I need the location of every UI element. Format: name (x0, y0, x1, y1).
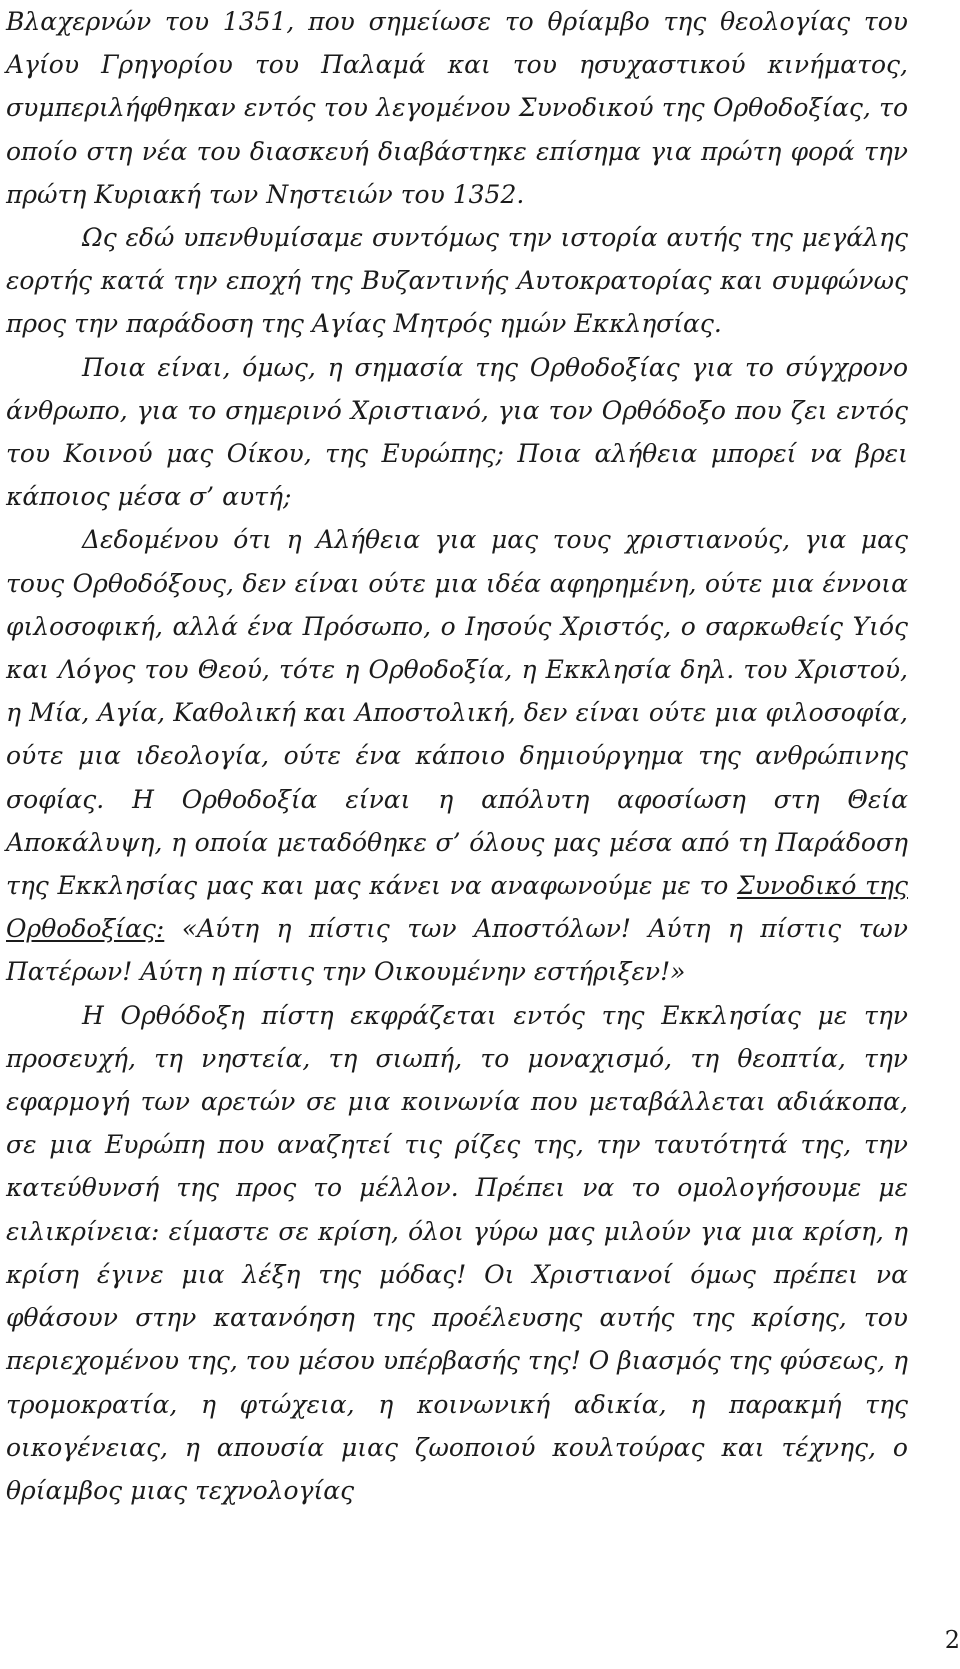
paragraph-5: Η Ορθόδοξη πίστη εκφράζεται εντός της Εκκλησίας με την προσευχή, τη νηστεία, τη σιωπή, το μοναχισμό, τη θεοπτία, την εφαρμογή των αρετών σε μια κοινωνία που μεταβάλλεται αδιάκοπα, σε μια Ευρώπη που αναζητεί τις ρίζες της, την ταυτότητά της, την κατεύθυνσή της προς το μέλλον. Πρέπει να το ομολογήσουμε με ειλικρίνεια: είμαστε σε κρίση, όλοι γύρω μας μιλούν για μια κρίση, η κρίση έγινε μια λέξη της μόδας! Οι Χριστιανοί όμως πρέπει να φθάσουν στην κατανόηση της προέλευσης αυτής της κρίσης, του περιεχομένου της, του μέσου υπέρβασής της! Ο βιασμός της φύσεως, η τρομοκρατία, η φτώχεια, η κοινωνική αδικία, η παρακμή της οικογένειας, η απουσία μιας ζωοποιού κουλτούρας και τέχνης, ο θρίαμβος μιας τεχνολογίας (6, 1000, 908, 1505)
paragraph-3: Ποια είναι, όμως, η σημασία της Ορθοδοξίας για το σύγχρονο άνθρωπο, για το σημερινό Χριστιανό, για τον Ορθόδοξο που ζει εντός του Κοινού μας Οίκου, της Ευρώπης; Ποια αλήθεια μπορεί να βρει κάποιος μέσα σ’ αυτή; (6, 352, 908, 512)
paragraph-4-underlined-title: Συνοδικό της Ορθοδοξίας: (6, 871, 908, 944)
paragraph-1: Βλαχερνών του 1351, που σημείωσε το θρίαμβο της θεολογίας του Αγίου Γρηγορίου του Παλαμά και του ησυχαστικού κινήματος, συμπεριλήφθηκαν εντός του λεγομένου Συνοδικού της Ορθοδοξίας, το οποίο στη νέα του διασκευή διαβάστηκε επίσημα για πρώτη φορά την πρώτη Κυριακή των Νηστειών του 1352. (6, 7, 908, 209)
body-text (6, 0, 908, 1512)
page-number: 2 (944, 1626, 960, 1654)
paragraph-4-text-before: Δεδομένου ότι η Αλήθεια για μας τους χριστιανούς, για μας τους Ορθοδόξους, δεν είναι ούτε μια ιδέα αφηρημένη, ούτε μια έννοια φιλοσοφική, αλλά ένα Πρόσωπο, ο Ιησούς Χριστός, ο σαρκωθείς Υιός και Λόγος του Θεού, τότε η Ορθοδοξία, η Εκκλησία δηλ. του Χριστού, η Μία, Αγία, Καθολική και Αποστολική, δεν είναι ούτε μια φιλοσοφία, ούτε μια ιδεολογία, ούτε ένα κάποιο δημιούργημα της ανθρώπινης σοφίας. Η Ορθοδοξία είναι η απόλυτη αφοσίωση στη Θεία Αποκάλυψη, η οποία μεταδόθηκε σ’ όλους μας μέσα από τη Παράδοση της Εκκλησίας μας και μας κάνει να αναφωνούμε με το (6, 525, 908, 901)
paragraph-4-text-after: «Αύτη η πίστις των Αποστόλων! Αύτη η πίστις των Πατέρων! Αύτη η πίστις την Οικουμένην εστήριξεν!» (6, 914, 908, 987)
paragraph-2: Ως εδώ υπενθυμίσαμε συντόμως την ιστορία αυτής της μεγάλης εορτής κατά την εποχή της Βυζαντινής Αυτοκρατορίας και συμφώνως προς την παράδοση της Αγίας Μητρός ημών Εκκλησίας. (6, 223, 908, 339)
paragraph-4 (6, 518, 908, 993)
